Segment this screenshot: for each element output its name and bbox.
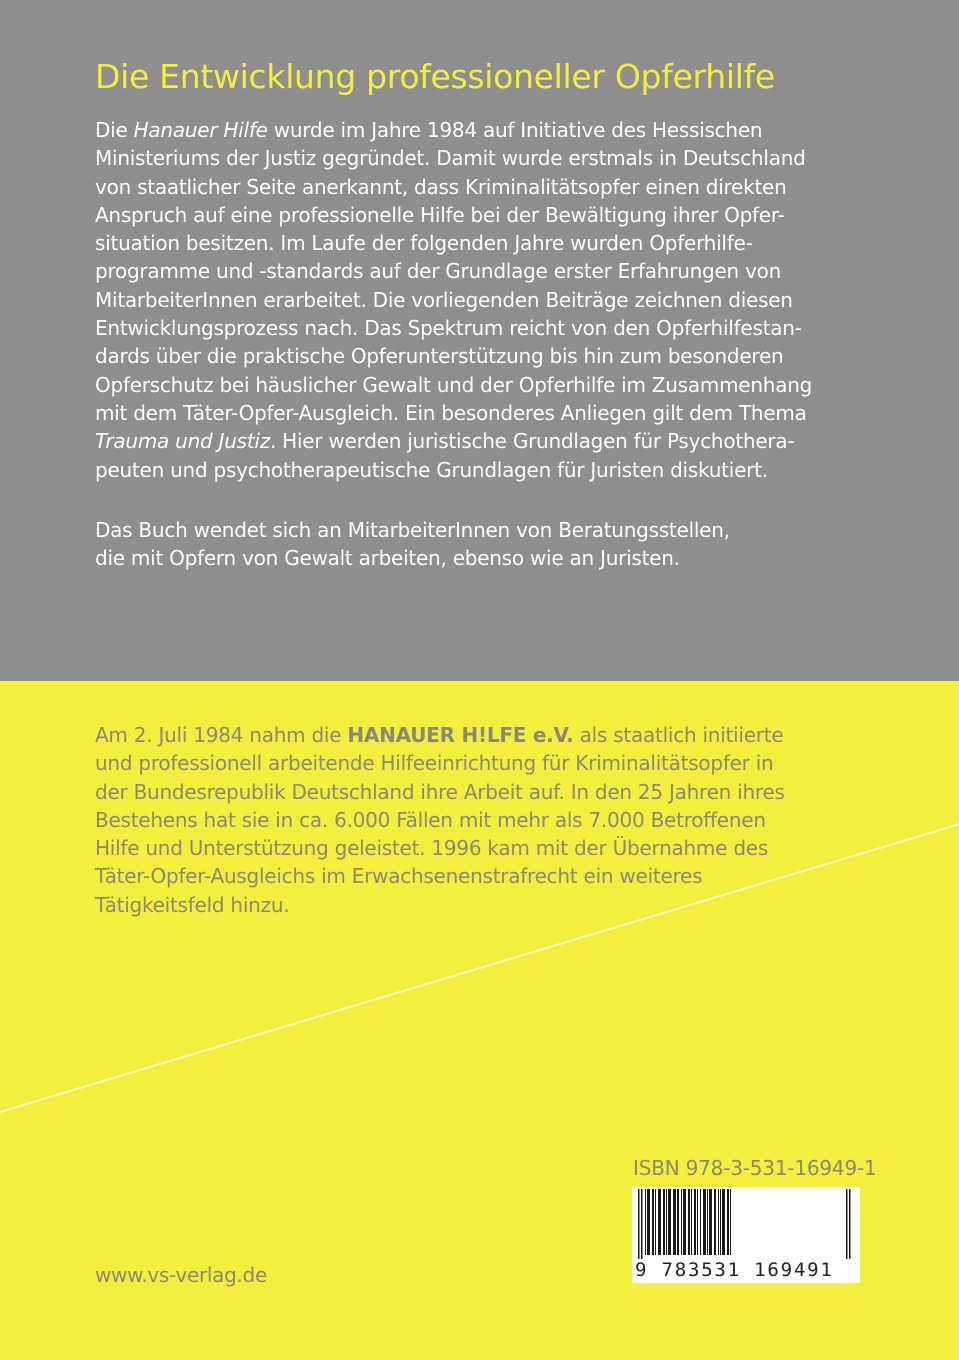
barcode (632, 1187, 860, 1283)
barcode-bar (681, 1189, 682, 1255)
barcode-bar (720, 1189, 721, 1255)
intro-line: Trauma und Justiz. Hier werden juristische Grundlagen für Psychothera- (95, 429, 795, 454)
history-paragraph (95, 721, 895, 919)
barcode-bar (691, 1189, 692, 1255)
barcode-bar (688, 1189, 690, 1255)
intro-line: Ministeriums der Justiz gegründet. Damit wurde erstmals in Deutschland (95, 146, 806, 171)
barcode-bar (658, 1189, 661, 1255)
history-line: und professionell arbeitende Hilfeeinrichtung für Kriminalitätsopfer in (95, 751, 774, 776)
barcode-bar (703, 1189, 706, 1255)
intro-line: programme und -standards auf der Grundlage erster Erfahrungen von (95, 259, 782, 284)
barcode-bar (849, 1189, 851, 1259)
barcode-bar (707, 1189, 708, 1255)
intro-line: dards über die praktische Opferunterstützung bis hin zum besonderen (95, 344, 784, 369)
intro-line: Entwicklungsprozess nach. Das Spektrum reicht von den Opferhilfestan- (95, 316, 802, 341)
history-line: Täter-Opfer-Ausgleichs im Erwachsenenstrafrecht ein weiteres (95, 864, 703, 889)
barcode-bar (727, 1189, 729, 1255)
barcode-bar (673, 1189, 676, 1255)
barcode-digits: 9 783531 169491 (635, 1259, 834, 1281)
barcode-bar (677, 1189, 679, 1255)
audience-paragraph (95, 516, 895, 573)
audience-line: Das Buch wendet sich an MitarbeiterInnen von Beratungsstellen, (95, 518, 730, 542)
history-line: Hilfe und Unterstützung geleistet. 1996 kam mit der Übernahme des (95, 836, 768, 861)
barcode-bar (663, 1189, 665, 1255)
audience-line: die mit Opfern von Gewalt arbeiten, ebenso wie an Juristen. (95, 546, 680, 571)
barcode-bar (645, 1189, 646, 1255)
barcode-bar (638, 1189, 640, 1259)
barcode-bar (641, 1189, 643, 1259)
intro-paragraph (95, 116, 895, 484)
barcode-bar (846, 1189, 848, 1259)
isbn-label: ISBN 978-3-531-16949-1 (633, 1156, 877, 1180)
barcode-bar (652, 1189, 654, 1255)
barcode-bars (632, 1187, 860, 1259)
barcode-bar (683, 1189, 686, 1255)
barcode-bar (694, 1189, 696, 1255)
barcode-bar (714, 1189, 716, 1255)
barcode-bar (730, 1189, 731, 1255)
history-line: Tätigkeitsfeld hinzu. (95, 892, 290, 917)
barcode-bar (718, 1189, 719, 1255)
intro-line: mit dem Täter-Opfer-Ausgleich. Ein besonderes Anliegen gilt dem Thema (95, 400, 807, 425)
barcode-bar (666, 1189, 667, 1255)
barcode-bar (697, 1189, 698, 1255)
barcode-bar (700, 1189, 701, 1255)
book-title: Die Entwicklung professioneller Opferhilfe (95, 57, 775, 96)
publisher-url: www.vs-verlag.de (95, 1263, 267, 1287)
barcode-bar (722, 1189, 725, 1255)
intro-line: von staatlicher Seite anerkannt, dass Kriminalitätsopfer einen direkten (95, 174, 787, 199)
history-line: Am 2. Juli 1984 nahm die HANAUER H!LFE e.V. als staatlich initiierte (95, 723, 784, 747)
intro-line: Anspruch auf eine professionelle Hilfe bei der Bewältigung ihrer Opfer- (95, 202, 785, 227)
barcode-bar (668, 1189, 671, 1255)
intro-line: Opferschutz bei häuslicher Gewalt und der Opferhilfe im Zusammenhang (95, 372, 813, 397)
barcode-bar (655, 1189, 656, 1255)
intro-line: peuten und psychotherapeutische Grundlagen für Juristen diskutiert. (95, 457, 768, 482)
history-line: der Bundesrepublik Deutschland ihre Arbeit auf. In den 25 Jahren ihres (95, 779, 785, 804)
organisation-name: HANAUER H!LFE e.V. (347, 723, 574, 747)
history-line: Bestehens hat sie in ca. 6.000 Fällen mit mehr als 7.000 Betroffenen (95, 807, 766, 832)
intro-line: situation besitzen. Im Laufe der folgenden Jahre wurden Opferhilfe- (95, 231, 753, 256)
intro-line: MitarbeiterInnen erarbeitet. Die vorliegenden Beiträge zeichnen diesen (95, 287, 793, 312)
intro-line: Die Hanauer Hilfe wurde im Jahre 1984 auf Initiative des Hessischen (95, 118, 763, 142)
barcode-bar (709, 1189, 712, 1255)
barcode-bar (647, 1189, 650, 1255)
